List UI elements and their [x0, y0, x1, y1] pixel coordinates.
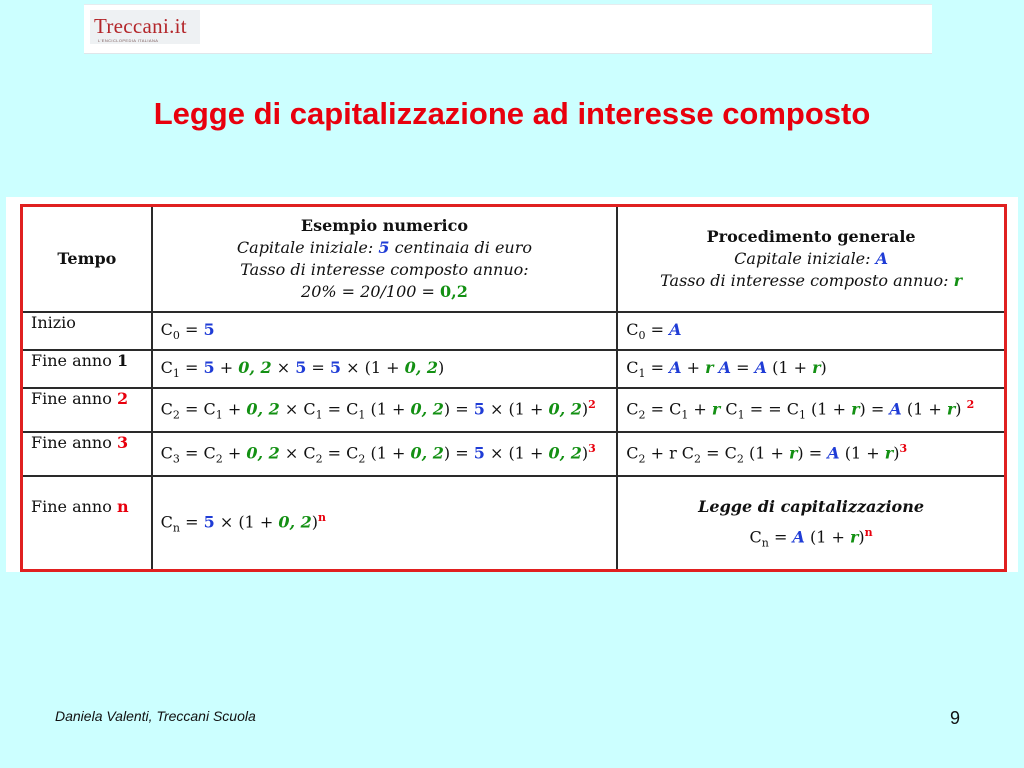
cell-tempo: Fine anno 2 [22, 388, 152, 432]
header-bar [84, 4, 932, 54]
header-tempo: Tempo [22, 206, 152, 313]
formula-numeric: $C_2 = C_1 + 0$, $2 \times C_1 = C_1$ (1 + 0, 2) = 5 × (1 + 0, 2)$^2$ [152, 388, 618, 432]
cell-tempo: Inizio [22, 312, 152, 350]
header-procedimento-generale: Procedimento generale Capitale iniziale: A Tasso di interesse composto annuo: r [617, 206, 1005, 313]
cell-tempo: Fine anno 1 [22, 350, 152, 388]
formula-general: $C_0 = A$ [617, 312, 1005, 350]
formula-numeric: $C_1 = 5 + 0$, 2 × 5 = 5 × (1 + 0, 2) [152, 350, 618, 388]
logo-text: Treccani.it [94, 14, 187, 38]
table-row-anno-2 [22, 388, 1006, 432]
formula-general: $C_1 = A + r$ A = A (1 + r) [617, 350, 1005, 388]
formula-general: $C_2 = C_1 + r$ $C_1$ = = $C_1$ (1 + r) = A (1 + r) $^2$ [617, 388, 1005, 432]
formula-general: $C_2 + r$ $C_2 = C_2$ (1 + r) = A $(1 + r)^3$ [617, 432, 1005, 476]
table-row-inizio [22, 312, 1006, 350]
cell-tempo: Fine anno 3 [22, 432, 152, 476]
table-header-row [22, 206, 1006, 313]
logo-subtitle: L'ENCICLOPEDIA ITALIANA [98, 38, 159, 43]
formula-numeric: $C_0 = 5$ [152, 312, 618, 350]
table-row-anno-1 [22, 350, 1006, 388]
legge-label: Legge di capitalizzazione [698, 496, 925, 516]
table-row-anno-n [22, 476, 1006, 571]
header-esempio-numerico: Esempio numerico Capitale iniziale: 5 centinaia di euro Tasso di interesse composto annuo: 20% = 20/100 = 0,2 [152, 206, 618, 313]
formula-numeric: $C_n = 5 \times (1 + 0$, 2)$^n$ [152, 476, 618, 571]
treccani-logo[interactable] [90, 10, 200, 44]
table-panel [6, 197, 1018, 572]
formula-general: Legge di capitalizzazione $C_n = A$ $(1 + r)^n$ [617, 476, 1005, 571]
slide-title: Legge di capitalizzazione ad interesse composto [153, 96, 871, 131]
footer-author: Daniela Valenti, Treccani Scuola [55, 708, 256, 724]
cell-tempo: Fine anno n [22, 476, 152, 571]
procedimento-title: Procedimento generale [706, 227, 916, 246]
page-number: 9 [950, 708, 961, 728]
table-row-anno-3 [22, 432, 1006, 476]
esempio-title: Esempio numerico [300, 216, 469, 235]
formula-numeric: $C_3 = C_2 + 0$, $2 \times C_2 = C_2$ (1 + 0, 2) = 5 × (1 + 0, 2)$^3$ [152, 432, 618, 476]
capitalization-table [20, 204, 1007, 572]
